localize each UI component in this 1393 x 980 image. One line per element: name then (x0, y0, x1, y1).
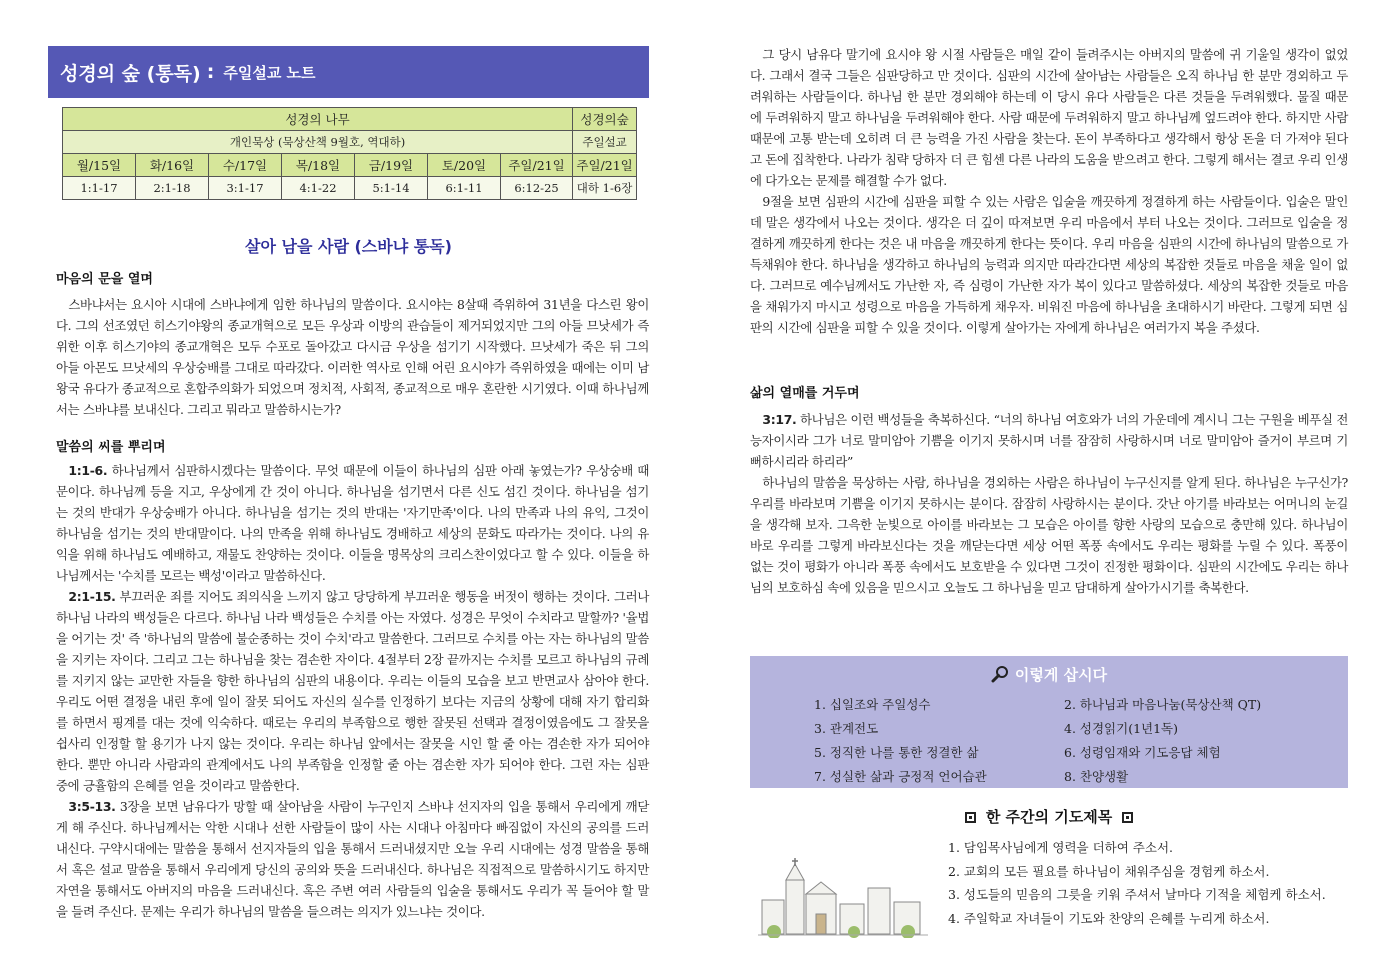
ref-cell: 1:1-17 (63, 177, 136, 200)
prayer-item: 2. 교회의 모든 필요를 하나님이 채워주심을 경험케 하소서. (948, 863, 1270, 879)
paragraph-fruit-1 (750, 409, 1348, 472)
live-item: 2. 하나님과 마음나눔(묵상산책 QT) (1064, 697, 1262, 712)
prayer-list (948, 836, 1348, 930)
paragraph-text: 3장을 보면 남유다가 망할 때 살아남을 사람이 누구인지 스바냐 선지자의 입을 통해서 우리에게 깨닫게 해 주신다. 하나님께서는 악한 시대나 선한 사람들이 많이 사는 시대나 아침마다 빠짐없이 자신의 공의를 드러내신다. 구약시대에는 말씀을 통해서 선지자들의 입을 통해서 드러내셨지만 오늘 우리 시대에는 성경 말씀을 통해서 혹은 설교 말씀을 통해서 우리에게 당신의 공의와 뜻을 드러내신다. 하나님은 직접적으로 말씀하시기도 하지만 자연을 통해서도 아버지의 마음을 드러내신다. 혹은 주변 여러 사람들의 입술을 통해서도 우리가 꼭 들어야 할 말을 들려 주신다. 문제는 우리가 하나님의 말씀을 들으려는 의지가 있느냐는 것이다. (56, 799, 649, 919)
prayer-title-text: 한 주간의 기도제목 (985, 808, 1113, 826)
live-item: 5. 정직한 나를 통한 정결한 삶 (814, 745, 979, 760)
day-cell: 금/19일 (355, 154, 428, 177)
live-item: 6. 성령임재와 기도응답 체험 (1064, 745, 1221, 760)
prayer-title (750, 806, 1348, 827)
prayer-item: 3. 성도들의 믿음의 그릇을 키워 주셔서 날마다 기적을 체험케 하소서. (948, 887, 1326, 902)
title-banner (48, 46, 649, 98)
live-item: 3. 관계전도 (814, 721, 879, 736)
sermon-title: 살아 남을 사람 (스바냐 통독) (245, 237, 452, 256)
live-box-title (750, 664, 1348, 685)
paragraph-text: 하나님께서 심판하시겠다는 말씀이다. 무엇 때문에 이들이 하나님의 심판 아래 놓였는가? 우상숭배 때문이다. 하나님께 등을 지고, 우상에게 간 것이 아니다. 하나님을 섬기면서 다른 신도 섬긴 것이다. 하나님을 섬기는 것의 반대가 우상숭배가 아니다. 하나님을 섬기는 것의 반대는 '자기만족'이다. 나의 만족과 나의 유익, 그것이 하나님을 섬기는 것의 반대말이다. 나의 만족을 위해 하나님도 경배하고 세상의 문화도 따라가는 것이다. 나의 유익을 위해 하나님도 예배하고, 재물도 찬양하는 것이다. 이들을 명목상의 크리스찬이었다고 할 수 있다. 이들을 하나님께서는 '수치를 모르는 백성'이라고 말씀하신다. (56, 463, 650, 583)
day-cell: 화/16일 (136, 154, 209, 177)
ref-cell: 대하 1-6장 (573, 177, 637, 200)
ref-cell: 2:1-18 (136, 177, 209, 200)
schedule-subheader-right: 주일설교 (573, 131, 637, 154)
church-illustration (758, 858, 928, 938)
paragraph-fruit-2: 하나님의 말씀을 묵상하는 사람, 하나님을 경외하는 사람은 하나님이 누구신지를 알게 된다. 하나님은 누구신가? 우리를 바라보며 기쁨을 이기지 못하시는 분이다. 잠잠히 사랑하시는 분이다. 갓난 아기를 바라보는 어머니의 눈길을 생각해 보자. 그윽한 눈빛으로 아이를 바라보는 그 모습은 아이를 향한 사랑의 모습으로 충만해 있다. 하나님이 바로 우리를 그렇게 바라보신다는 것을 깨닫는다면 세상 어떤 폭풍 속에서도 우리는 평화를 누릴 수 있다. 폭풍이 없는 것이 평화가 아니라 폭풍 속에서도 보호받을 수 있다면 그것이 진정한 평화이다. 심판의 시간에도 우리는 하나님의 보호하심 속에 있음을 믿으시고 오늘도 그 하나님을 믿고 담대하게 살아가시기를 축복한다. (750, 475, 1348, 595)
prayer-item: 4. 주일학교 자녀들이 기도와 찬양의 은혜를 누리게 하소서. (948, 910, 1270, 926)
magnifier-icon (991, 665, 1009, 683)
day-cell: 목/18일 (282, 154, 355, 177)
prayer-item: 1. 담임목사님에게 영력을 더하여 주소서. (948, 840, 1173, 855)
banner-subtitle: 주일설교 노트 (223, 63, 316, 82)
schedule-header-right: 성경의숲 (573, 108, 637, 131)
paragraph-text: 하나님은 이런 백성들을 축복하신다. “너의 하나님 여호와가 너의 가운데에 계시니 그는 구원을 베푸실 전능자이시라 그가 너로 말미암아 기쁨을 이기지 못하시며 너를 잠잠히 사랑하시며 너로 말미암아 즐거이 부르며 기뻐하시리라 하리라” (750, 412, 1348, 469)
live-this-way-box (750, 656, 1348, 788)
live-item: 4. 성경읽기(1년1독) (1064, 721, 1179, 736)
verse-ref: 1:1-6. (68, 463, 108, 478)
day-cell: 주일/21일 (573, 154, 637, 177)
paragraph-seed-3 (56, 796, 649, 922)
ref-cell: 6:1-11 (428, 177, 501, 200)
banner-separator: : (206, 61, 215, 83)
paragraph-seed-2 (56, 586, 649, 796)
schedule-header: 성경의 나무 (63, 108, 573, 131)
ref-cell: 4:1-22 (282, 177, 355, 200)
square-bullet-icon (965, 812, 976, 823)
section-heading-fruit: 삶의 열매를 거두며 (750, 386, 860, 401)
section-heading-open: 마음의 문을 열며 (56, 272, 153, 287)
schedule-subheader: 개인묵상 (묵상산책 9월호, 역대하) (63, 131, 573, 154)
section-heading-seed: 말씀의 씨를 뿌리며 (56, 440, 166, 455)
live-box-title-text: 이렇게 삽시다 (1014, 666, 1108, 684)
day-cell: 토/20일 (428, 154, 501, 177)
paragraph-text: 부끄러운 죄를 지어도 죄의식을 느끼지 않고 당당하게 부끄러운 행동을 버젓이 행하는 것이다. 그러나 하나님 나라의 백성들은 다르다. 하나님 나라 백성들은 수치를 아는 자였다. 성경은 무엇이 수치라고 말할까? '율법을 어기는 것' 즉 '하나님의 말씀에 불순종하는 것이 수치'라고 말씀한다. 그러므로 수치를 아는 자는 하나님의 말씀을 지키는 자이다. 그리고 그는 하나님을 찾는 겸손한 자이다. 4절부터 2장 끝까지는 수치를 모르고 하나님의 규례를 지키지 않는 교만한 자들을 향한 하나님의 심판의 내용이다. 우리는 이들의 모습을 보고 반면교사 삼아야 한다. 우리도 어떤 결정을 내린 후에 일이 잘못 되어도 자신의 실수를 인정하기 보다는 지금의 상황에 대해 자기 합리화를 하면서 핑계를 대는 것에 익숙하다. 때로는 우리의 부족함으로 행한 잘못된 선택과 결정이였음에도 그 잘못을 쉽사리 인정할 할 용기가 나지 않는 것이다. 우리는 하나님 앞에서는 잘못을 시인 할 줄 아는 겸손한 자가 되어야 한다. 뿐만 아니라 사람과의 관계에서도 나의 부족함을 인정할 줄 아는 겸손한 자가 되어야 한다. 그런 자는 심판 중에 긍휼함의 은혜를 얻을 것이라고 말씀한다. (56, 589, 649, 793)
banner-title: 성경의 숲 (통독) (60, 62, 201, 85)
paragraph-right-1: 그 당시 남유다 말기에 요시야 왕 시절 사람들은 매일 같이 들려주시는 아버지의 말씀에 귀 기울일 생각이 없었다. 그래서 결국 그들은 심판당하고 만 것이다. 심판의 시간에 살아남는 사람들은 오직 하나님 한 분만 경외하고 두려워하는 사람들이다. 하나님 한 분만 경외해야 하는데 이 당시 유다 사람들은 다른 것들을 두려워했다. 물질 때문에 두려워하지 말고 하나님을 두려워해야 한다. 사람 때문에 두려워하지 말고 하나님께 엎드려야 한다. 하지만 사람 때문에 고통 받는데 오히려 더 큰 능력을 가진 사람을 찾는다. 돈이 부족하다고 생각해서 항상 돈을 더 가져야 된다고 돈에 집착한다. 나라가 침략 당하자 더 큰 힘센 다른 나라의 도움을 받으려고 한다. 그렇게 해서는 결코 우리 인생에 다가오는 문제를 해결할 수가 없다. (750, 47, 1348, 188)
ref-cell: 5:1-14 (355, 177, 428, 200)
ref-cell: 3:1-17 (209, 177, 282, 200)
square-bullet-icon (1122, 812, 1133, 823)
verse-ref: 3:5-13. (68, 799, 116, 814)
live-item: 8. 찬양생활 (1064, 769, 1129, 784)
day-cell: 주일/21일 (501, 154, 573, 177)
verse-ref: 2:1-15. (68, 589, 116, 604)
paragraph-right-2: 9절을 보면 심판의 시간에 심판을 피할 수 있는 사람은 입술을 깨끗하게 정결하게 하는 사람들이다. 입술은 말인데 말은 생각에서 나오는 것이다. 생각은 더 깊이 따져보면 우리 마음에서 부터 나오는 것이다. 그러므로 입술을 정결하게 깨끗하게 한다는 것은 내 마음을 깨끗하게 한다는 뜻이다. 우리 마음을 심판의 시간에 하나님의 말씀으로 가득채워야 한다. 하나님을 생각하고 하나님의 능력과 의지만 따라간다면 세상의 복잡한 것들로 마음을 채울 일이 없다. 그러므로 예수님께서도 가난한 자, 즉 심령이 가난한 자가 복이 있다고 말씀하셨다. 세상의 복잡한 것들로 마음을 채워가지 마시고 성령으로 마음을 가득하게 채우자. 비워진 마음에 하나님을 초대하시기 바란다. 그렇게 되면 심판의 시간에 심판을 피할 수 있을 것이다. 이렇게 살아가는 자에게 하나님은 여러가지 복을 주셨다. (750, 194, 1348, 335)
paragraph-seed-1 (56, 460, 649, 586)
reading-schedule-table (62, 107, 637, 200)
paragraph-open: 스바냐서는 요시아 시대에 스바냐에게 임한 하나님의 말씀이다. 요시야는 8살때 즉위하여 31년을 다스린 왕이다. 그의 선조였던 히스기야왕의 종교개혁으로 모든 우상과 이방의 관습들이 제거되었지만 그의 아들 므낫세가 즉위한 이후 히스기야의 종교개혁은 모두 수포로 돌아갔고 다시금 우상을 섬기기 시작했다. 므낫세가 죽은 뒤 그의 아들 아몬도 므낫세의 우상숭배를 그대로 따라갔다. 이러한 역사로 인해 어린 요시야가 즉위하였을 때에는 이미 남왕국 유다가 종교적으로 혼합주의화가 되었으며 정치적, 사회적, 종교적으로 매우 혼란한 시기였다. 이때 하나님께서는 스바냐를 보내신다. 그리고 뭐라고 말씀하시는가? (56, 297, 649, 417)
live-item: 7. 성실한 삶과 긍정적 언어습관 (814, 769, 987, 784)
live-list (814, 694, 1284, 788)
day-cell: 월/15일 (63, 154, 136, 177)
verse-ref: 3:17. (762, 412, 797, 427)
ref-cell: 6:12-25 (501, 177, 573, 200)
day-cell: 수/17일 (209, 154, 282, 177)
live-item: 1. 십일조와 주일성수 (814, 697, 931, 712)
